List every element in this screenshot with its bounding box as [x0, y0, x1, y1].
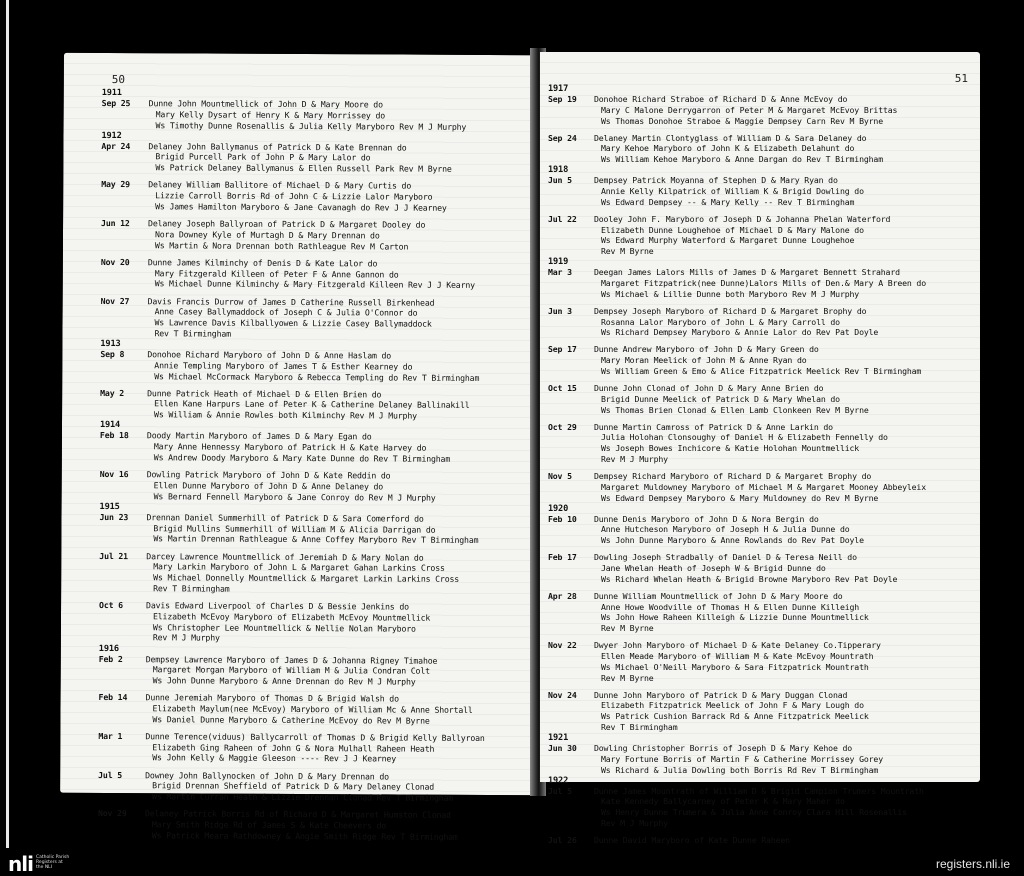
entry-date: Oct 29	[548, 421, 577, 432]
entry-line: Donohoe Richard Straboe of Richard D & Anne McEvoy do	[594, 94, 848, 104]
entry-line: Delaney Joseph Ballyroan of Patrick D & Margaret Dooley do	[148, 218, 426, 230]
register-entry	[63, 256, 537, 291]
entry-line: Rev M J Murphy	[152, 632, 220, 643]
entry-line: Ws Thomas Donohoe Straboe & Maggie Dempsey Carn Rev M Byrne	[601, 115, 883, 126]
entry-date: Sep 24	[548, 132, 577, 143]
entry-year: 1919	[548, 257, 569, 268]
entry-line: Dunne Denis Maryboro of John D & Nora Bergin do	[594, 513, 819, 524]
entry-line: Davis Edward Liverpool of Charles D & Bessie Jenkins do	[146, 600, 409, 612]
register-entry	[61, 643, 535, 687]
entry-date: Apr 24	[101, 140, 131, 151]
entry-line: Anne Hutcheson Maryboro of Joseph H & Julia Dunne do	[601, 524, 850, 535]
register-entry	[61, 550, 535, 594]
entry-line: Dunne John Maryboro of Patrick D & Mary Duggan Clonad	[594, 689, 848, 700]
entry-line: Donohoe Richard Maryboro of John D & Anne Haslam do	[147, 349, 392, 361]
entry-line: Dunne John Mountmellick of John D & Mary Moore do	[148, 98, 383, 110]
entry-line: Ws Michael & Lillie Dunne both Maryboro Rev M J Murphy	[601, 288, 860, 299]
entry-line: Ws Andrew Doody Maryboro & Mary Kate Dunne do Rev T Birmingham	[153, 452, 451, 464]
entry-line: Elizabeth McEvoy Maryboro of Elizabeth McEvoy Mountmellick	[152, 611, 431, 623]
entry-line: Drennan Daniel Summerhill of Patrick D & Sara Comerford do	[146, 511, 424, 524]
entry-date: Nov 27	[100, 295, 130, 306]
entry-line: Dunne David Maryboro of Kate Dunne Raheen	[594, 835, 790, 845]
entry-line: Ellen Kane Harpurs Lane of Peter K & Catherine Delaney Ballinakill	[154, 398, 470, 411]
register-entry	[63, 179, 537, 213]
entry-line: Mary Fitzgerald Killeen of Peter F & Anne Gannon do	[154, 267, 399, 280]
entry-line: Jane Whelan Heath of Joseph W & Brigid Dunne do	[601, 562, 826, 573]
entry-date: May 2	[100, 387, 125, 398]
entry-date: May 29	[101, 179, 130, 190]
entry-line: Dunne Terence(viduus) Ballycarroll of Thomas D & Brigid Kelly Ballyroan	[145, 731, 485, 743]
entry-line: Ws Martin & Nora Drennan both Rathleague Rev M Carton	[154, 239, 409, 252]
entry-line: Dempsey Joseph Maryboro of Richard D & Margaret Brophy do	[594, 305, 867, 316]
page-number: 50	[111, 73, 126, 87]
entry-line: Dunne James Kilminchy of Denis D & Kate Lalor do	[147, 257, 378, 269]
entry-year: 1915	[99, 501, 120, 512]
register-entry	[61, 692, 535, 726]
entry-date: Sep 19	[548, 94, 577, 104]
entry-line: Ws Michael McCormack Maryboro & Rebecca Templing do Rev T Birmingham	[154, 370, 480, 383]
entry-line: Ws Michael Donnelly Mountmellick & Margaret Larkin Larkins Cross	[153, 572, 460, 584]
entry-year: 1921	[548, 733, 569, 743]
entry-date: Feb 2	[98, 653, 123, 664]
register-entry	[62, 338, 536, 383]
entry-line: Rev M J Murphy	[601, 817, 668, 828]
entry-line: Margaret Fitzpatrick(nee Dunne)Lalors Mills of Den.& Mary A Breen do	[601, 277, 926, 288]
footer-bar	[0, 848, 1024, 875]
entry-line: Mary Anne Hennessy Maryboro of Patrick H & Kate Harvey do	[153, 441, 427, 453]
entry-line: Dunne Martin Camross of Patrick D & Anne Larkin do	[594, 421, 833, 432]
entry-line: Dunne James Mountrath of William D & Brigid Campion Trumers Mountrath	[594, 785, 924, 796]
entry-line: Delaney William Ballitore of Michael D & Mary Curtis do	[148, 179, 412, 191]
entry-date: Jun 5	[548, 175, 572, 186]
entry-line: Ws Joseph Bowes Inchicore & Katie Holohan Mountmellick	[601, 443, 860, 454]
entry-line: Ws Daniel Dunne Maryboro & Catherine McEvoy do Rev M Byrne	[152, 714, 430, 726]
entry-date: Mar 1	[98, 730, 123, 741]
entry-line: Ws Timothy Dunne Rosenallis & Julia Kelly Maryboro Rev M J Murphy	[155, 119, 467, 132]
entry-line: Dunne John Clonad of John D & Mary Anne Brien do	[594, 383, 824, 393]
entry-date: Sep 8	[100, 348, 125, 360]
left-edge-bar	[6, 0, 9, 858]
entry-date: Oct 15	[548, 383, 577, 393]
register-entry	[60, 808, 534, 842]
entry-date: Nov 22	[548, 640, 577, 651]
register-entry	[63, 295, 537, 339]
entry-date: Nov 5	[548, 471, 572, 481]
entry-line: Brigid Purcell Park of John P & Mary Lalor do	[155, 151, 371, 163]
entry-line: Ws Bernard Fennell Maryboro & Jane Conroy do Rev M J Murphy	[153, 490, 436, 503]
register-entry	[60, 769, 534, 803]
register-entry	[62, 420, 536, 464]
entry-line: Ws John Dunne Maryboro & Anne Drennan do Rev M J Murphy	[152, 675, 416, 687]
register-entry	[60, 730, 534, 764]
entry-line: Ws Lawrence Davis Kilballyowen & Lizzie Casey Ballymaddock	[154, 317, 432, 329]
entry-line: Ws Martin Drennan Rathleague & Anne Coffey Maryboro Rev T Birmingham	[153, 533, 479, 546]
entry-year: 1922	[548, 775, 569, 786]
register-entry	[62, 501, 536, 546]
nli-caption: Catholic Parish Registers at the NLI	[36, 855, 70, 870]
entry-date: Nov 24	[548, 689, 577, 700]
entry-line: Mary Moran Meelick of John M & Anne Ryan do	[601, 355, 807, 366]
entry-line: Delaney Patrick Borris Rd of Richard D & Margaret Humston Clonad	[144, 808, 451, 821]
entry-line: Ws Michael Dunne Kilminchy & Mary Fitzgerald Killeen Rev J J Kearny	[154, 278, 475, 291]
nli-logo[interactable]: nli	[8, 852, 33, 876]
entry-line: Mary Larkin Maryboro of John L & Margaret Gahan Larkins Cross	[153, 561, 445, 574]
entry-date: Mar 3	[548, 267, 572, 278]
entry-line: Rev M Byrne	[601, 672, 654, 683]
register-entry	[62, 469, 536, 503]
entry-line: Ws Michael O'Neill Maryboro & Sara Fitzpatrick Mountrath	[601, 661, 869, 672]
entries-list	[60, 53, 538, 842]
entry-date: Jun 3	[548, 305, 572, 316]
entry-line: Ws Richard Whelan Heath & Brigid Browne Maryboro Rev Pat Doyle	[601, 573, 898, 584]
entry-date: Feb 18	[99, 430, 129, 441]
entry-line: Ws John Dunne Maryboro & Anne Rowlands do Rev Pat Doyle	[601, 535, 864, 546]
entry-year: 1917	[548, 84, 569, 94]
entry-line: Annie Kelly Kilpatrick of William K & Brigid Dowling do	[601, 185, 864, 196]
entry-line: Ellen Meade Maryboro of William M & Kate McEvoy Mountrath	[601, 650, 874, 661]
entry-date: Nov 16	[99, 469, 129, 480]
entry-year: 1920	[548, 503, 569, 514]
entry-line: Rev T Birmingham	[601, 721, 678, 732]
entry-line: Ws Edward Murphy Waterford & Margaret Dunne Loughehoe	[601, 235, 855, 246]
entry-line: Mary Smith Ridge Rd of James S & Kate Cheevers do	[151, 819, 387, 831]
right-register-page	[540, 52, 980, 845]
entry-line: Delaney Martin Clontyglass of William D & Sara Delaney do	[594, 132, 867, 143]
entry-line: Ws William & Annie Rowles both Kilminchy Rev M J Murphy	[154, 409, 417, 421]
entry-line: Ws Patrick Cushion Barrack Rd & Anne Fitzpatrick Meelick	[601, 711, 869, 722]
entry-line: Julia Holohan Clonsoughy of Daniel H & Elizabeth Fennelly do	[601, 432, 888, 443]
entry-line: Rev M J Murphy	[601, 453, 668, 464]
entry-line: Delaney John Ballymanus of Patrick D & Kate Brennan do	[148, 140, 407, 153]
entry-line: Dunne William Mountmellick of John D & Mary Moore do	[594, 590, 843, 601]
entry-year: 1914	[99, 420, 121, 431]
entry-date: Feb 17	[548, 552, 577, 563]
entry-line: Dowling Patrick Maryboro of John D & Kate Reddin do	[146, 469, 391, 481]
entry-line: Ws Richard & Julia Dowling both Borris Rd Rev T Birmingham	[601, 764, 879, 775]
entry-line: Dowling Joseph Stradbally of Daniel D & Teresa Neill do	[594, 552, 857, 563]
entry-date: Jul 5	[548, 785, 572, 796]
entry-line: Ws John Howe Raheen Killeigh & Lizzie Dunne Mountmellick	[601, 612, 869, 623]
entry-date: Jun 23	[99, 511, 129, 522]
entry-date: Jun 30	[548, 743, 577, 753]
entry-line: Downey John Ballynocken of John D & Mary Drennan do	[145, 769, 389, 782]
entry-line: Annie Templing Maryboro of James T & Esther Kearney do	[154, 360, 413, 372]
register-entry	[63, 218, 537, 252]
entry-line: Rev T Birmingham	[153, 583, 230, 594]
entry-date: Apr 28	[548, 590, 577, 601]
entry-line: Rosanna Lalor Maryboro of John L & Mary Carroll do	[601, 316, 840, 327]
entry-line: Elizabeth Fitzpatrick Meelick of John F & Mary Lough do	[601, 700, 864, 711]
entry-line: Dunne Patrick Heath of Michael D & Ellen Brien do	[147, 387, 382, 400]
entry-line: Margaret Morgan Maryboro of William M & Julia Condran Colt	[152, 664, 430, 676]
register-entry	[62, 387, 536, 421]
entry-line: Ws Christopher Lee Mountmellick & Nellie Nolan Maryboro	[152, 621, 416, 634]
entry-line: Deegan James Lalors Mills of James D & Margaret Bennett Strahard	[594, 267, 900, 278]
entries-list	[540, 52, 980, 845]
entry-line: Brigid Drennan Sheffield of Patrick D & Mary Delaney Clonad	[152, 780, 435, 793]
register-entry	[64, 87, 538, 132]
entry-line: Nora Downey Kyle of Murtagh D & Mary Drennan do	[154, 229, 380, 241]
entry-line: Ws William Green & Emo & Alice Fitzpatrick Meelick Rev T Birmingham	[601, 365, 922, 376]
entry-line: Ws Richard Dempsey Maryboro & Annie Lalor do Rev Pat Doyle	[601, 327, 879, 338]
entry-line: Ws Martin Curran Heath & Lizzie Drennan Clonad Rev T Birmingham	[152, 791, 454, 803]
entry-line: Ws Henry Dunne Trumera & Julia Anne Conroy Clara Hill Rosenallis	[601, 807, 907, 818]
entry-line: Elizabeth Dunne Loughehoe of Michael D & Mary Malone do	[601, 224, 864, 235]
entry-date: Nov 20	[100, 256, 130, 267]
entry-line: Anne Howe Woodville of Thomas H & Ellen Dunne Killeigh	[601, 601, 860, 612]
entry-line: Mary C Malone Derrygarron of Peter M & Margaret McEvoy Brittas	[601, 104, 898, 115]
entry-line: Dwyer John Maryboro of Michael D & Kate Delaney Co.Tipperary	[594, 640, 881, 651]
entry-line: Mary Kehoe Maryboro of John K & Elizabeth Delahunt do	[601, 143, 855, 154]
entry-line: Brigid Dunne Meelick of Patrick D & Mary Whelan do	[601, 393, 840, 404]
entry-line: Dunne Jeremiah Maryboro of Thomas D & Brigid Walsh do	[145, 692, 399, 704]
entry-line: Mary Fortune Borris of Martin F & Catherine Morrissey Gorey	[601, 753, 883, 764]
entry-line: Ws William Kehoe Maryboro & Anne Dargan do Rev T Birmingham	[601, 154, 883, 165]
entry-line: Ws Thomas Brien Clonad & Ellen Lamb Clonkeen Rev M Byrne	[601, 404, 869, 415]
entry-line: Dunne Andrew Maryboro of John D & Mary Green do	[594, 344, 819, 355]
entry-year: 1913	[100, 338, 121, 350]
entry-line: Dempsey Patrick Moyanna of Stephen D & Mary Ryan do	[594, 175, 838, 186]
entry-line: Ws Edward Dempsey -- & Mary Kelly -- Rev T Birmingham	[601, 196, 855, 207]
entry-year: 1918	[548, 165, 569, 176]
register-entry	[63, 130, 537, 175]
entry-line: Ws Edward Dempsey Maryboro & Mary Muldowney do Rev M Byrne	[601, 492, 879, 503]
entry-date: Jul 26	[548, 835, 577, 845]
entry-line: Anne Casey Ballymaddock of Joseph C & Julia O'Connor do	[154, 306, 418, 318]
entry-line: Mary Kelly Dysart of Henry K & Mary Morrissey do	[155, 109, 386, 121]
entry-line: Elizabeth Ging Raheen of John G & Nora Mulhall Raheen Heath	[152, 741, 435, 754]
entry-date: Jul 5	[98, 769, 123, 780]
page-number: 51	[954, 72, 968, 85]
entry-year: 1912	[101, 130, 122, 141]
entry-date: Jul 22	[548, 213, 577, 224]
entry-line: Dempsey Richard Maryboro of Richard D & Margaret Brophy do	[594, 471, 872, 481]
entry-year: 1911	[101, 87, 122, 99]
entry-line: Dowling Christopher Borris of Joseph D & Mary Kehoe do	[594, 743, 853, 753]
entry-line: Ws Patrick Delaney Ballymanus & Ellen Russell Park Rev M Byrne	[155, 162, 452, 175]
entry-date: Sep 25	[101, 97, 131, 109]
entry-line: Ws John Kelly & Maggie Gleeson ---- Rev J J Kearney	[152, 752, 397, 764]
entry-line: Rev M Byrne	[601, 623, 654, 634]
site-link[interactable]: registers.nli.ie	[935, 857, 1010, 871]
entry-line: Dempsey Lawrence Maryboro of James D & Johanna Rigney Timahoe	[145, 653, 438, 666]
entry-line: Margaret Muldowney Maryboro of Michael M & Margaret Mooney Abbeyleix	[601, 481, 926, 492]
entry-year: 1916	[98, 643, 119, 654]
entry-date: Oct 6	[99, 599, 123, 611]
entry-date: Feb 14	[98, 692, 128, 703]
entry-line: Darcey Lawrence Mountmellick of Jeremiah D & Mary Nolan do	[146, 550, 424, 563]
left-register-page	[60, 53, 538, 842]
entry-line: Doody Martin Maryboro of James D & Mary Egan do	[146, 430, 372, 442]
entry-line: Ws Patrick Meara Rathdowney & Angie Smith Ridge Rev T Birmingham	[151, 830, 458, 842]
entry-date: Sep 17	[548, 344, 577, 355]
entry-date: Feb 10	[548, 513, 577, 524]
entry-line: Rev M Byrne	[601, 246, 654, 257]
entry-date: Jul 21	[99, 550, 129, 561]
entry-line: Elizabeth Maylum(nee McEvoy) Maryboro of William Mc & Anne Shortall	[152, 703, 473, 715]
entry-line: Dooley John F. Maryboro of Joseph D & Johanna Phelan Waterford	[594, 213, 891, 224]
entry-line: Brigid Mullins Summerhill of William M & Alicia Darrigan do	[153, 522, 436, 535]
register-entry	[61, 599, 535, 643]
entry-line: Kate Kennedy Ballycarney of Peter K & Mary Maher do	[601, 796, 845, 807]
entry-date: Jun 12	[101, 218, 130, 229]
entry-line: Lizzie Carroll Borris Rd of John C & Lizzie Lalor Maryboro	[155, 190, 433, 202]
entry-line: Rev T Birmingham	[154, 328, 231, 339]
entry-line: Davis Francis Durrow of James D Catherine Russell Birkenhead	[147, 295, 435, 308]
entry-line: Ellen Dunne Maryboro of John D & Anne Delaney do	[153, 480, 384, 492]
entry-line: Ws James Hamilton Maryboro & Jane Cavanagh do Rev J J Kearney	[155, 201, 447, 213]
register-book	[58, 48, 984, 845]
entry-date: Nov 29	[97, 808, 127, 819]
